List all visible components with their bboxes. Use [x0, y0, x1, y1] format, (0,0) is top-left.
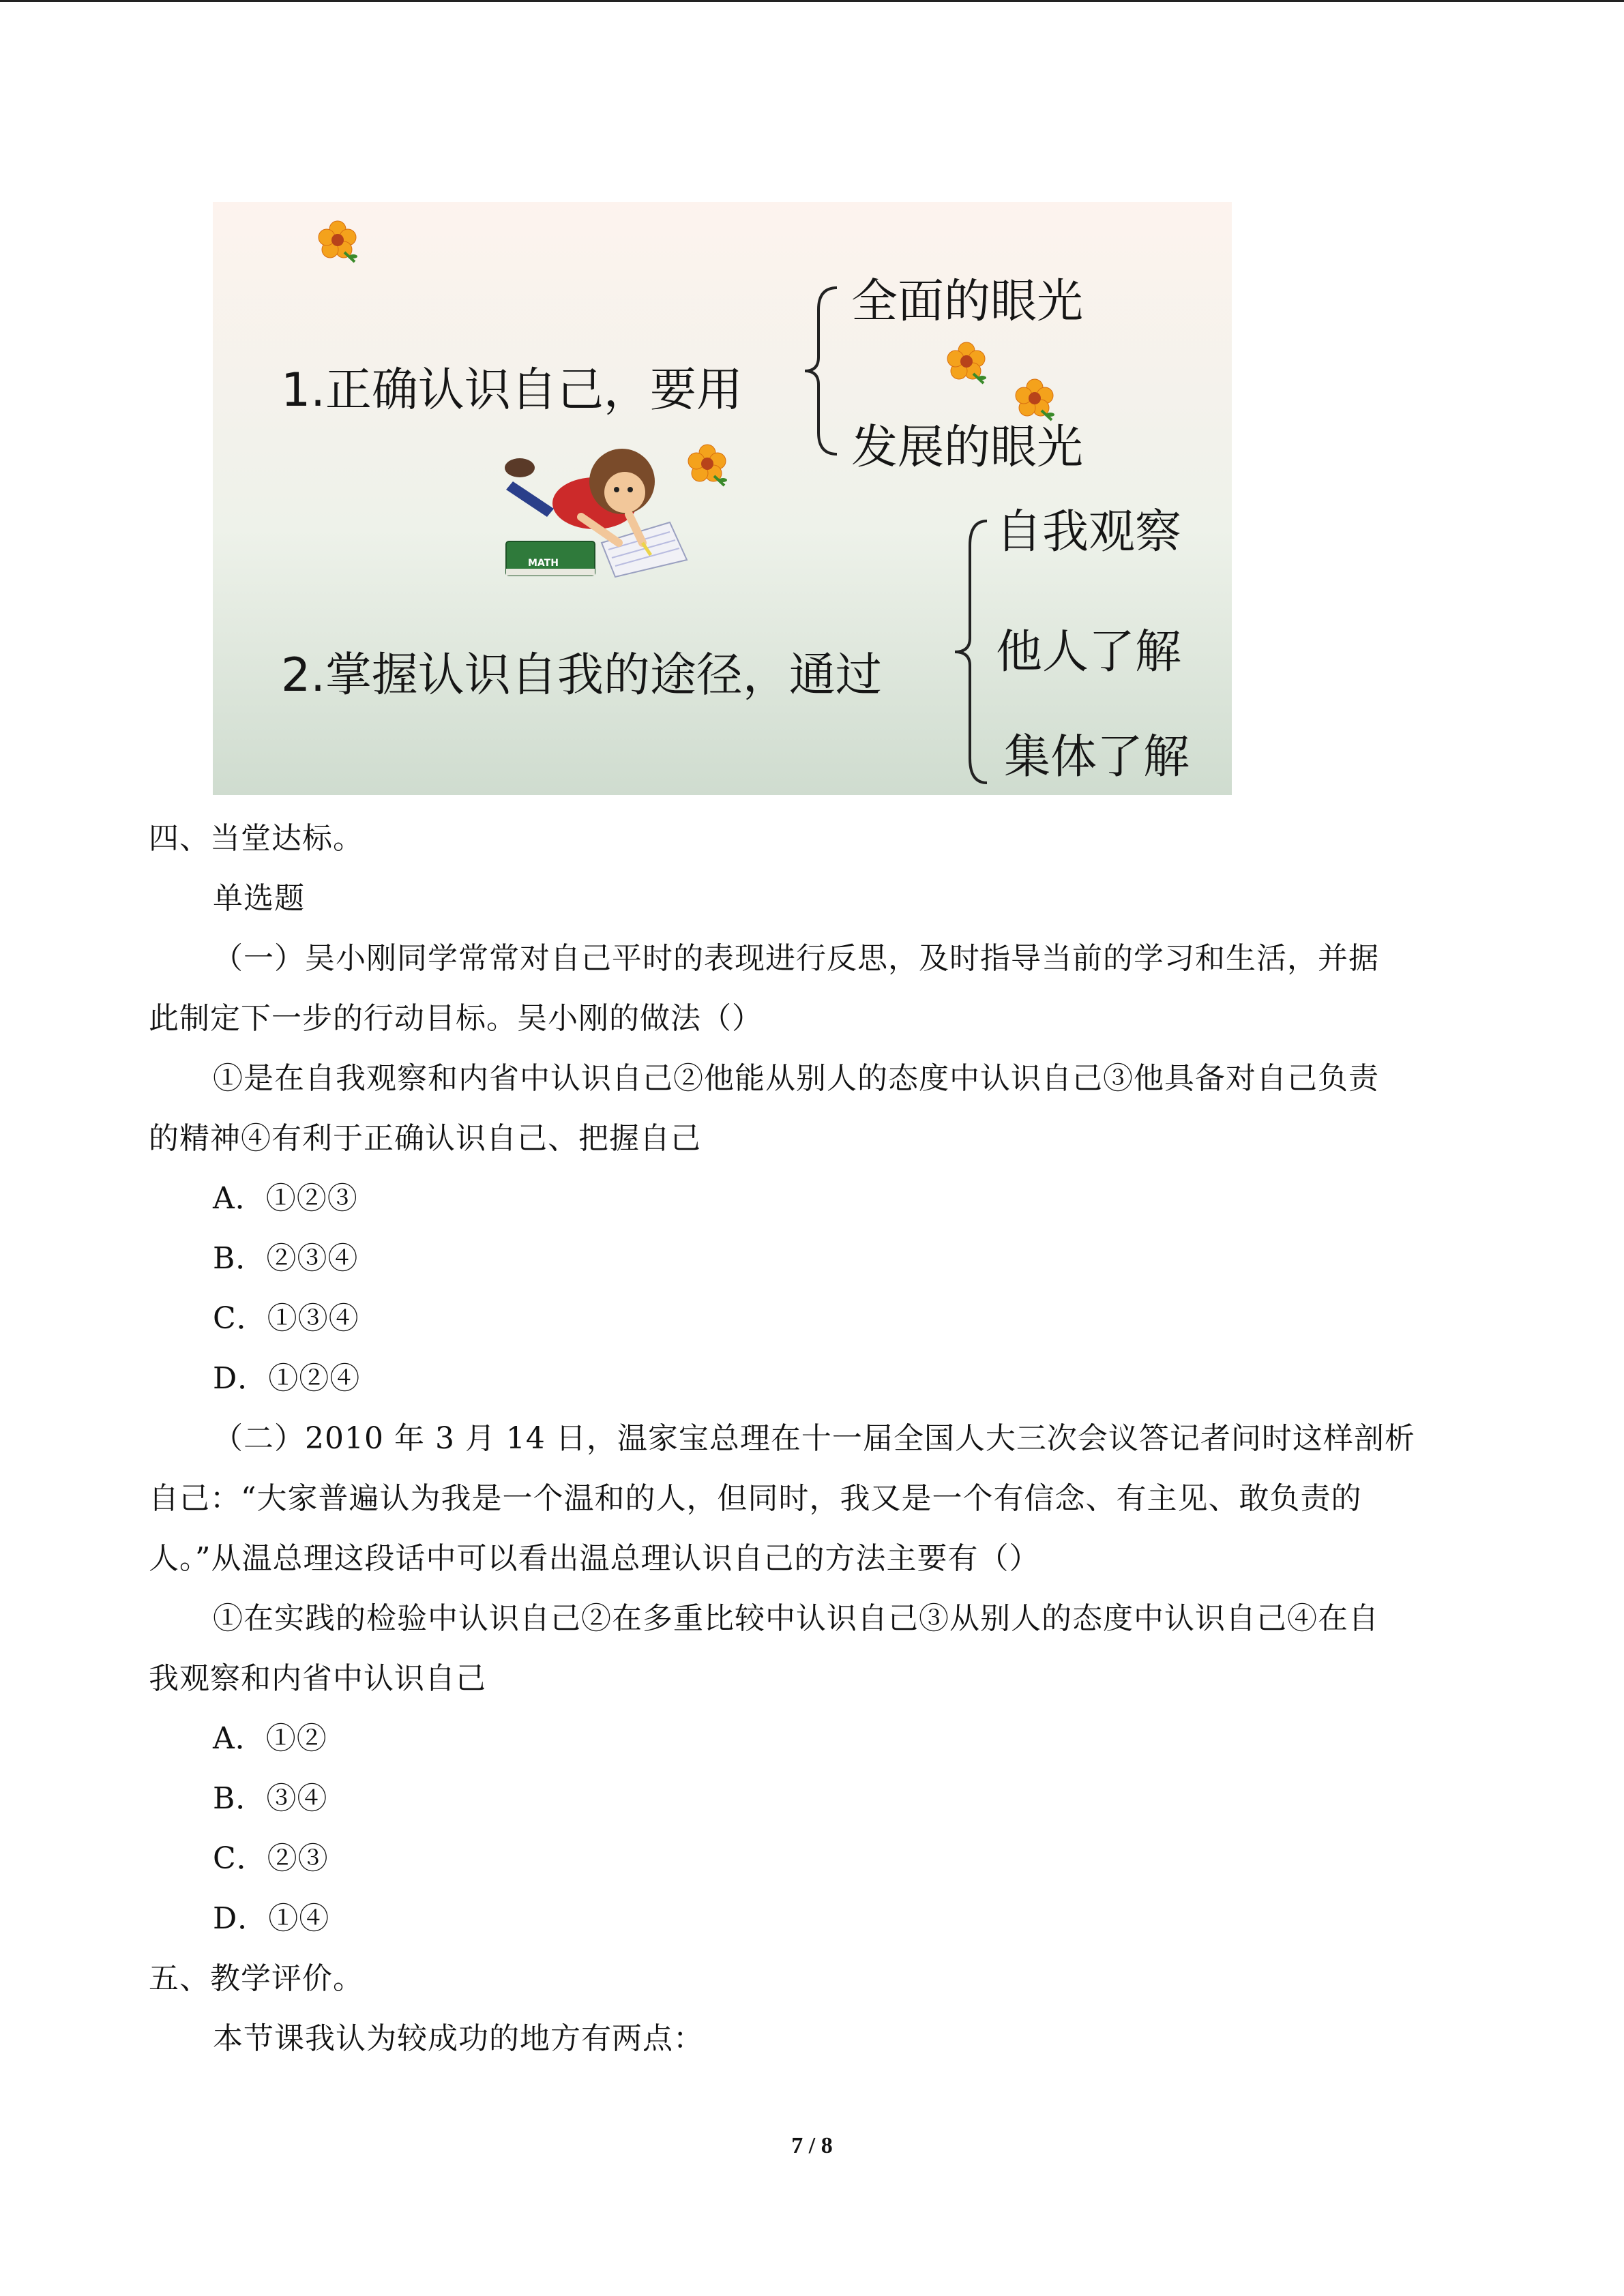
- q1-stem-line-1: （一）吴小刚同学常常对自己平时的表现进行反思，及时指导当前的学习和生活，并据: [213, 941, 1379, 976]
- flower-icon: [943, 338, 990, 386]
- page-number: 7 / 8: [791, 2133, 833, 2158]
- section-4-subheading: 单选题: [213, 881, 305, 916]
- curly-brace: [799, 282, 847, 460]
- slide-point-1: 1.正确认识自己，要用: [281, 363, 743, 417]
- q2-option-b: B．③④: [213, 1781, 328, 1816]
- section-4-heading: 四、当堂达标。: [149, 821, 364, 856]
- slide-point-2: 2.掌握认识自我的途径，通过: [281, 648, 882, 702]
- q2-stem-line-3: 人。”从温总理这段话中可以看出温总理认识自己的方法主要有（）: [149, 1541, 1040, 1576]
- studying-child-illustration: [499, 441, 690, 597]
- q2-stem-line-1: （二）2010 年 3 月 14 日，温家宝总理在十一届全国人大三次会议答记者问时这样剖析: [213, 1421, 1415, 1456]
- flower-icon: [683, 441, 731, 488]
- q1-option-c: C．①③④: [213, 1301, 359, 1336]
- top-rule: [0, 0, 1624, 2]
- q2-statement-line-2: 我观察和内省中认识自己: [149, 1661, 486, 1696]
- q2-option-d: D．①④: [213, 1901, 330, 1936]
- slide-point-1-option-1: 全面的眼光: [851, 275, 1084, 329]
- q1-option-d: D．①②④: [213, 1361, 361, 1396]
- slide-point-1-option-2: 发展的眼光: [851, 421, 1084, 475]
- section-5-line-1: 本节课我认为较成功的地方有两点：: [213, 2021, 704, 2056]
- q2-option-c: C．②③: [213, 1841, 329, 1876]
- q2-stem-line-2: 自己：“大家普遍认为我是一个温和的人，但同时，我又是一个有信念、有主见、敢负责的: [149, 1481, 1362, 1516]
- section-5-heading: 五、教学评价。: [149, 1961, 364, 1996]
- slide-point-2-option-3: 集体了解: [1004, 730, 1190, 784]
- q1-option-b: B．②③④: [213, 1241, 359, 1276]
- q1-option-a: A．①②③: [213, 1181, 358, 1216]
- slide-point-2-option-2: 他人了解: [996, 625, 1182, 679]
- curly-brace: [949, 516, 997, 788]
- q2-statement-line-1: ①在实践的检验中认识自己②在多重比较中认识自己③从别人的态度中认识自己④在自: [213, 1601, 1379, 1636]
- lesson-slide-image: [213, 202, 1232, 795]
- q1-statement-line-2: 的精神④有利于正确认识自己、把握自己: [149, 1121, 701, 1156]
- q1-statement-line-1: ①是在自我观察和内省中认识自己②他能从别人的态度中认识自己③他具备对自己负责: [213, 1061, 1379, 1096]
- book-label: MATH: [528, 558, 559, 569]
- q1-stem-line-2: 此制定下一步的行动目标。吴小刚的做法（）: [149, 1001, 763, 1036]
- q2-option-a: A．①②: [213, 1721, 327, 1756]
- slide-point-2-option-1: 自我观察: [996, 505, 1182, 559]
- flower-icon: [314, 217, 361, 265]
